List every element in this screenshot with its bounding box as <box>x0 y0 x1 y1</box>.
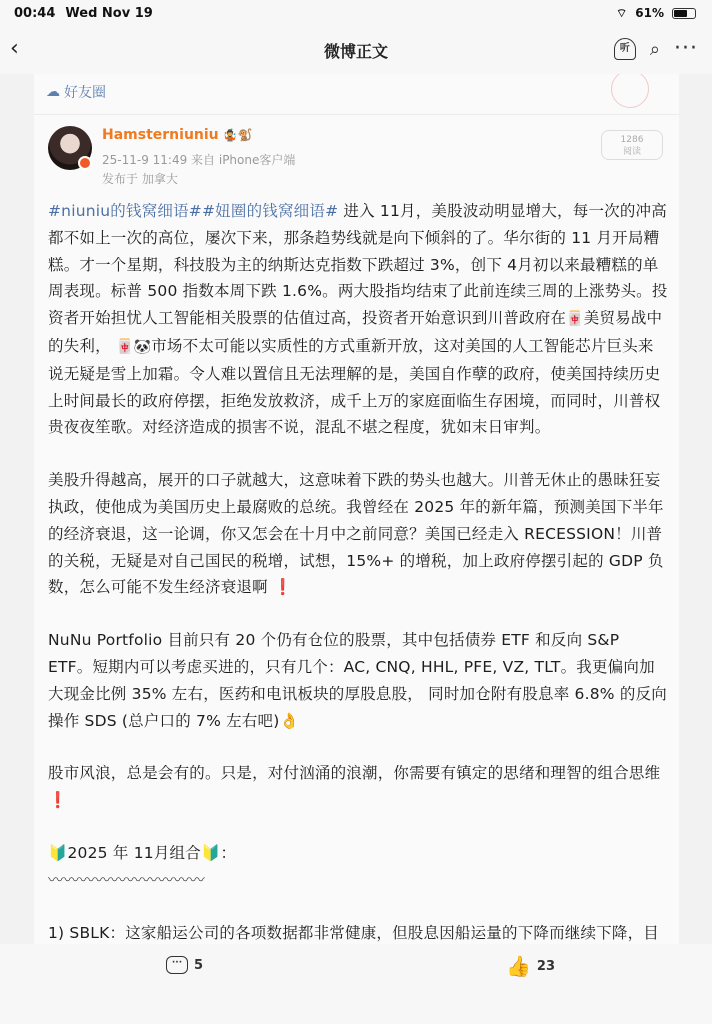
back-icon[interactable]: ‹ <box>10 36 19 61</box>
exclamation-icon: ❗ <box>48 791 68 810</box>
mahjong-icon: 🀄 <box>566 311 584 328</box>
paragraph-5 <box>48 840 668 894</box>
friends-circle-label[interactable] <box>46 82 106 102</box>
paragraph-2 <box>48 467 668 601</box>
beginner-icon: 🔰 <box>48 843 68 862</box>
post-origin: 发布于 加拿大 <box>102 172 178 186</box>
divider <box>34 114 679 115</box>
paragraph-4 <box>48 760 668 814</box>
comment-button[interactable] <box>166 956 203 974</box>
hashtag-link[interactable]: #niuniu的钱窝细语##妞圈的钱窝细语# <box>48 202 339 220</box>
comment-count: 5 <box>194 957 204 973</box>
friends-circle-text: 好友圈 <box>64 85 106 101</box>
ok-hand-icon: 👌 <box>279 711 300 730</box>
cloud-lock-icon: ☁ <box>46 84 60 100</box>
read-count-number: 1286 <box>620 135 644 145</box>
author-name-text: Hamsterniuniu <box>102 127 219 143</box>
read-count-badge <box>601 130 663 160</box>
like-button[interactable] <box>506 954 555 978</box>
post-card <box>34 74 679 944</box>
status-bar <box>0 0 712 26</box>
status-time: 00:44 <box>14 5 56 21</box>
listen-icon[interactable]: 听 <box>614 38 636 60</box>
comment-icon: ··· <box>166 956 188 974</box>
paragraph-5-text: 2025 年 11月组合 <box>67 843 201 862</box>
battery-icon <box>672 8 696 19</box>
more-icon[interactable]: ··· <box>674 36 698 61</box>
like-count: 23 <box>536 958 555 974</box>
battery-percent: 61% <box>635 6 664 20</box>
nav-bar <box>0 26 712 74</box>
paragraph-1-text-c: 市场不太可能以实质性的方式重新开放，这对美国的人工智能芯片巨头来说无疑是雪上加霜。令人难以置信且无法理解的是，美国自作孽的政府，使美国持续历史上时间最长的政府停摆，拒绝发放救济，成千上万的家庭面临生存困境，而同时，川普权贵夜夜笙歌。对经济造成的损害不说，混乱不堪之程度，犹如末日审判。 <box>48 336 661 437</box>
wifi-icon: ⌔ <box>615 5 628 20</box>
paragraph-1-text-a: 进入 11月，美股波动明显增大，每一次的冲高都不如上一次的高位，屡次下来，那条趋势线就是向下倾斜的了。华尔街的 11 月开局糟糕。才一个星期，科技股为主的纳斯达克指数下跌超过 3%，创下 4月初以来最糟糕的单周表现。标普 500 指数本周下跌 1.6%。两大股指均结束了此前连续三周的上涨势头。投资者开始担忧人工智能相关股票的估值过高，投资者开始意识到川普政府在 <box>48 202 668 328</box>
exclamation-icon: ❗ <box>272 578 293 597</box>
author-badge-icon: 🤹🐒 <box>222 128 253 142</box>
search-icon[interactable]: ⌕ <box>649 38 661 60</box>
paragraph-6 <box>48 920 668 944</box>
post-time: 25-11-9 11:49 来自 iPhone客户端 <box>102 153 296 167</box>
paragraph-3 <box>48 627 668 734</box>
paragraph-4-text: 股市风浪，总是会有的。只是，对付汹涌的浪潮，你需要有镇定的思绪和理智的组合思维 <box>48 764 661 783</box>
nav-actions <box>614 38 698 60</box>
read-count-label: 阅读 <box>622 147 641 157</box>
status-date: Wed Nov 19 <box>65 5 153 21</box>
paragraph-1-text-b: 美贸易战中的失利， <box>48 309 663 355</box>
stamp-icon <box>611 74 649 108</box>
verified-badge-icon <box>78 156 92 170</box>
bottom-action-bar <box>0 944 712 1024</box>
page-title: 微博正文 <box>323 41 388 61</box>
author-name[interactable] <box>102 127 253 143</box>
paragraph-1 <box>48 198 668 441</box>
paragraph-3-text: NuNu Portfolio 目前只有 20 个仍有仓位的股票，其中包括债券 ETF 和反向 S&P ETF。短期内可以考虑买进的，只有几个：AC, CNQ, HHL, PFE, VZ, TLT。我更偏向加大现金比例 35% 左右，医药和电讯板块的厚股息股， 同时加仓附有股息率 6.8% 的反向操作 SDS (总户口的 7% 左右吧) <box>48 631 667 730</box>
beginner-icon: 🔰 <box>200 843 221 862</box>
paragraph-6-text: 1) SBLK：这家船运公司的各项数据都非常健康，但股息因船运量的下降而继续下降，目 <box>48 923 660 942</box>
post-body <box>48 198 668 944</box>
wavy-divider: 〰〰〰〰〰〰〰〰〰〰 <box>48 870 206 889</box>
mahjong-panda-icon: 🀄🐼 <box>115 338 152 355</box>
paragraph-5-colon: ： <box>220 843 237 862</box>
thumbs-up-icon: 👍 <box>506 954 531 978</box>
status-indicators <box>616 6 696 21</box>
paragraph-2-text: 美股升得越高，展开的口子就越大，这意味着下跌的势头也越大。川普无休止的愚昧狂妄执政，使他成为美国历史上最腐败的总统。我曾经在 2025 年的新年篇，预测美国下半年的经济衰退，这一论调，你又怎会在十月中之前同意？美国已经走入 RECESSION！川普的关税，无疑是对自己国民的税增，试想，15%+ 的增税，加上政府停摆引起的 GDP 负数，怎么可能不发生经济衰退啊 <box>48 471 664 597</box>
